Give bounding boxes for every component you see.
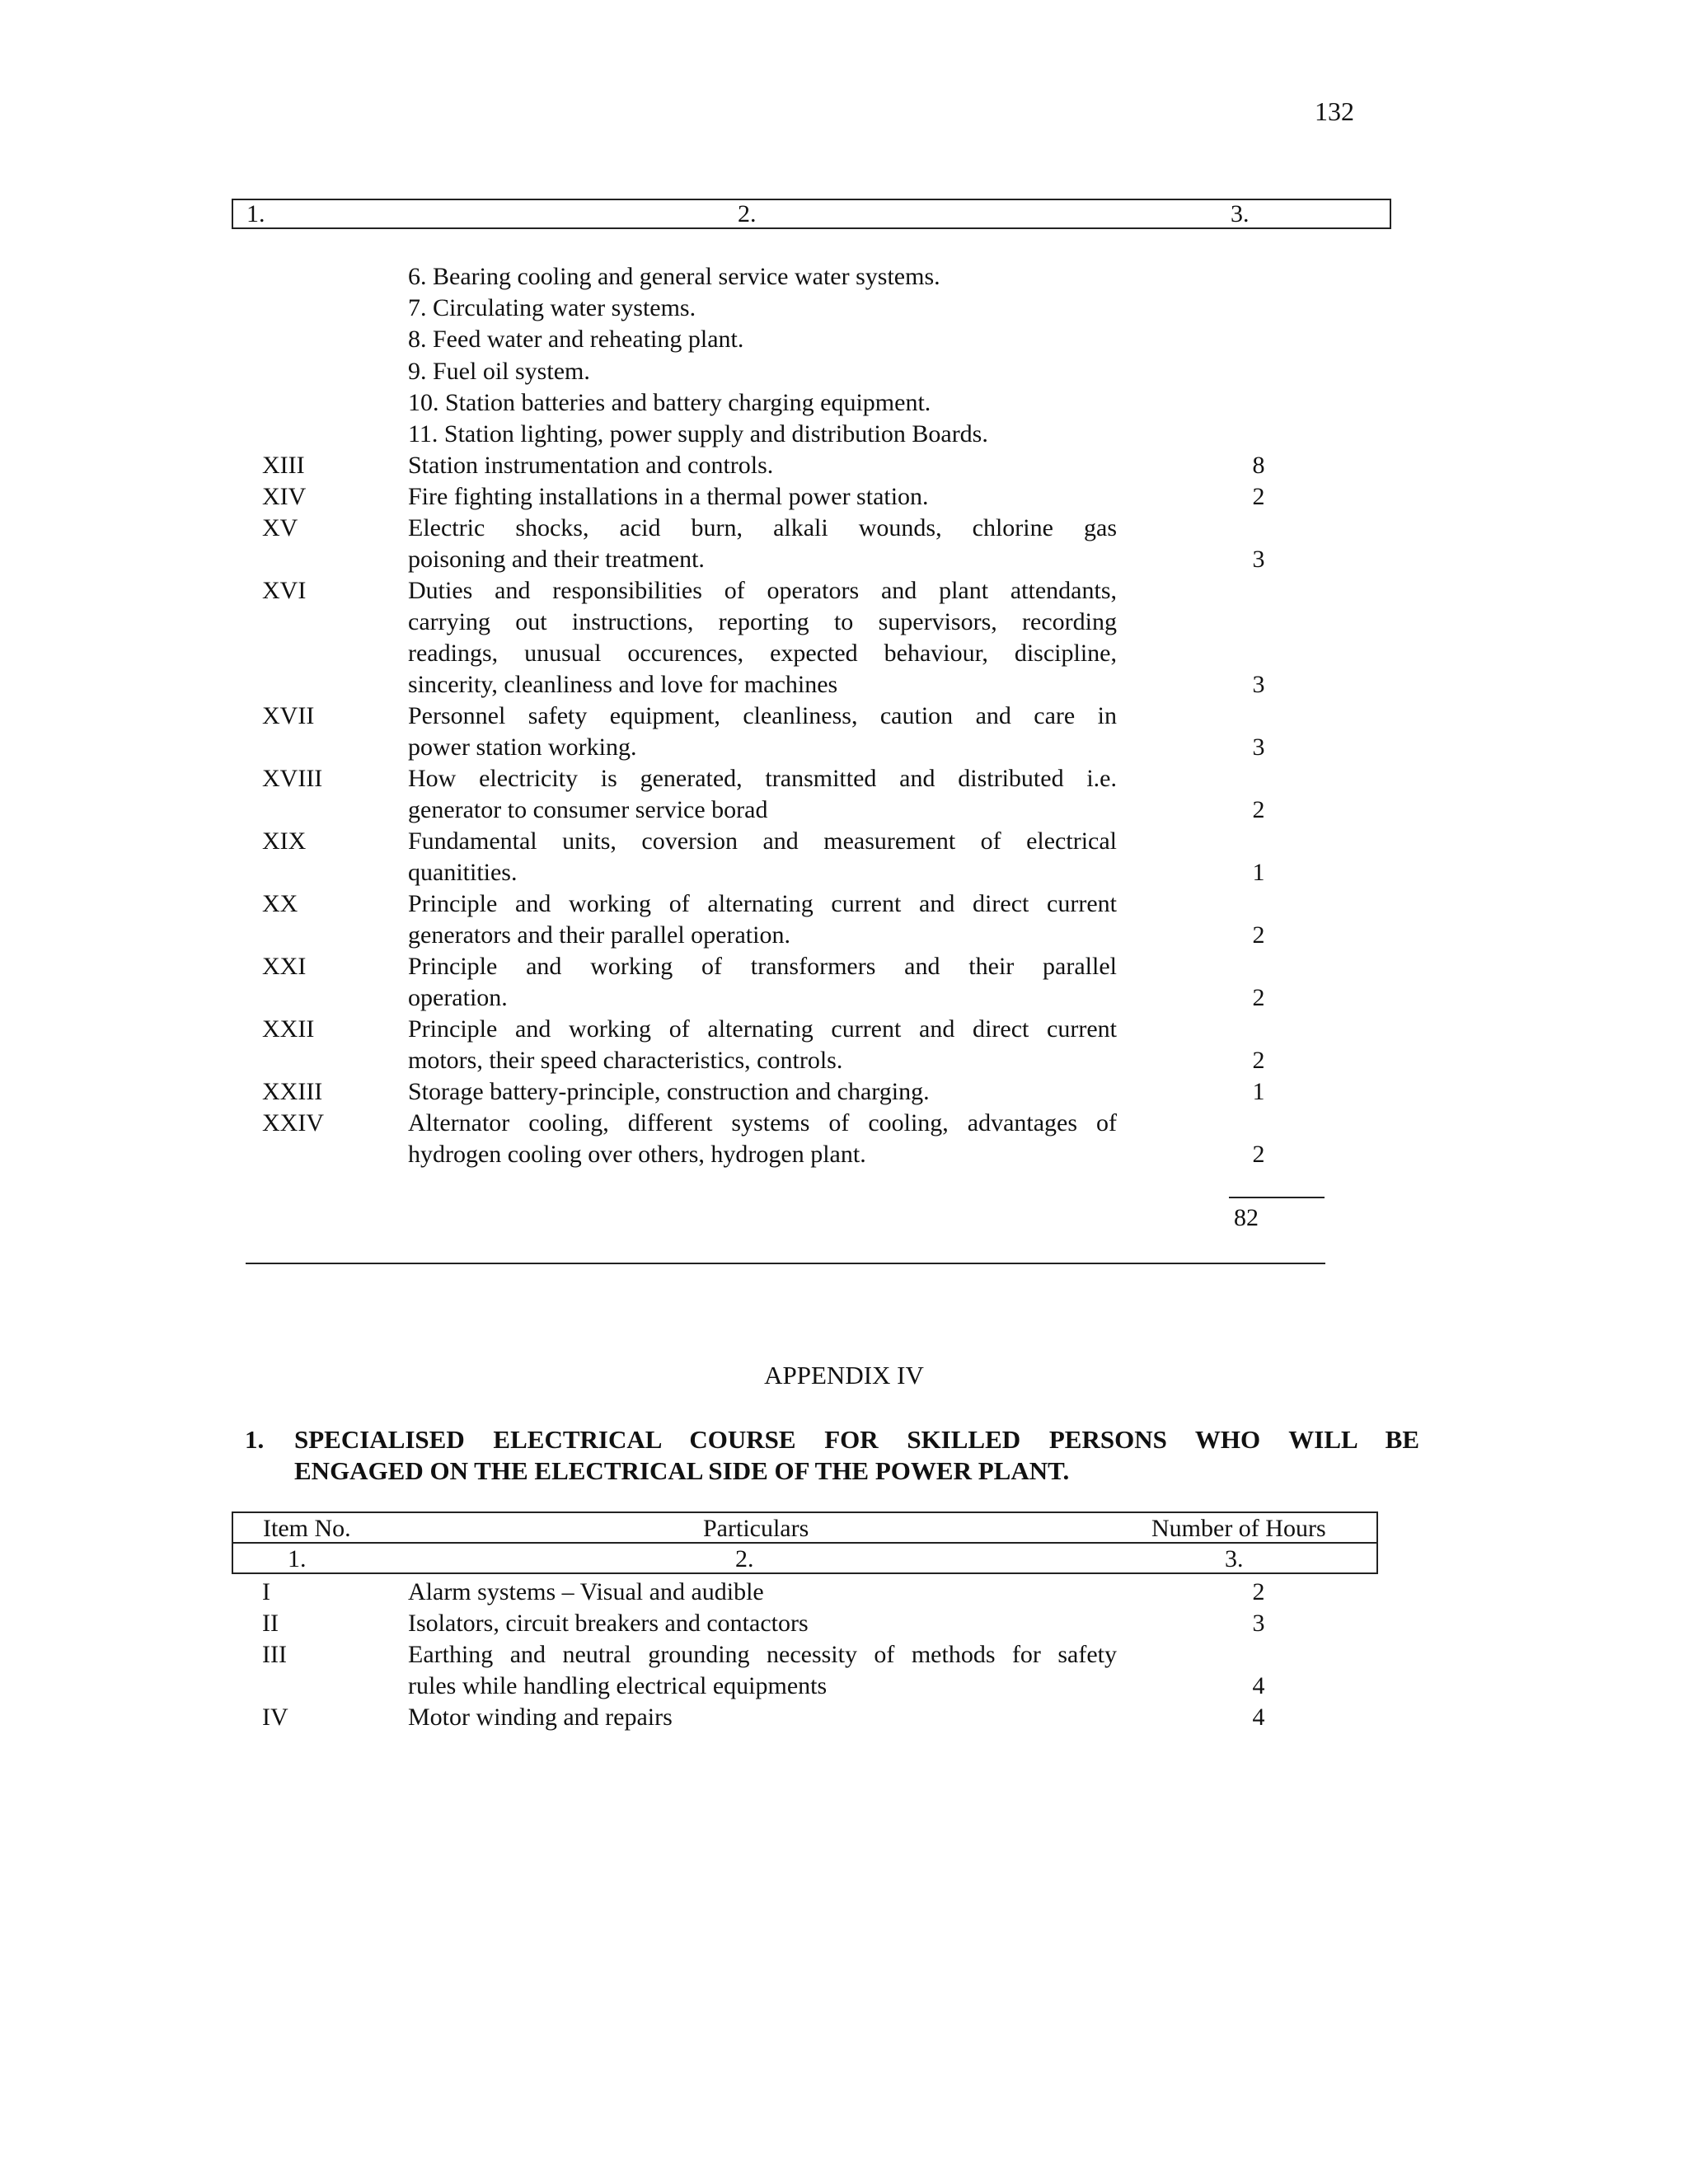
col-number-2: 2. xyxy=(735,1545,754,1572)
item-number: XIV xyxy=(262,483,307,510)
col-number-3: 3. xyxy=(1225,1545,1244,1572)
item-particulars: Principle and working of transformers and their parallel xyxy=(408,953,1117,980)
item-number: XIII xyxy=(262,452,305,479)
course-item-hours: 4 xyxy=(1252,1672,1265,1699)
item-hours: 1 xyxy=(1252,859,1265,886)
item-hours: 1 xyxy=(1252,1078,1265,1105)
item-particulars: How electricity is generated, transmitted and distributed i.e. xyxy=(408,765,1117,792)
item-hours: 2 xyxy=(1252,984,1265,1011)
item-hours: 2 xyxy=(1252,483,1265,510)
item-hours: 2 xyxy=(1252,796,1265,823)
item-particulars: quanitities. xyxy=(408,859,518,886)
item-particulars: Station instrumentation and controls. xyxy=(408,452,774,479)
course-item-number: I xyxy=(262,1578,270,1605)
course-table-header xyxy=(232,1511,1378,1544)
table-end-rule xyxy=(246,1263,1325,1264)
item-particulars: Fundamental units, coversion and measurement of electrical xyxy=(408,827,1117,855)
item-particulars: carrying out instructions, reporting to supervisors, recording xyxy=(408,608,1117,635)
sub-item: 7. Circulating water systems. xyxy=(408,294,696,321)
col-number-1: 1. xyxy=(288,1545,307,1572)
course-table-col-numbers xyxy=(232,1542,1378,1574)
course-item-hours: 3 xyxy=(1252,1610,1265,1637)
sub-item: 8. Feed water and reheating plant. xyxy=(408,326,744,353)
course-item-number: IV xyxy=(262,1704,288,1731)
item-particulars: Fire fighting installations in a thermal power station. xyxy=(408,483,929,510)
item-hours: 8 xyxy=(1252,452,1265,479)
item-number: XVII xyxy=(262,702,315,729)
section-heading-line2: ENGAGED ON THE ELECTRICAL SIDE OF THE POWER PLANT. xyxy=(294,1456,1070,1485)
sub-item: 6. Bearing cooling and general service water systems. xyxy=(408,263,940,290)
course-item-hours: 4 xyxy=(1252,1704,1265,1731)
item-particulars: Alternator cooling, different systems of cooling, advantages of xyxy=(408,1109,1117,1137)
item-particulars: readings, unusual occurences, expected behaviour, discipline, xyxy=(408,640,1117,667)
header-particulars: Particulars xyxy=(703,1515,809,1542)
item-hours: 3 xyxy=(1252,733,1265,761)
header-item-no: Item No. xyxy=(263,1515,351,1542)
page-number: 132 xyxy=(1315,96,1354,126)
item-hours: 2 xyxy=(1252,1047,1265,1074)
header-col2: 2. xyxy=(738,200,757,227)
item-particulars: motors, their speed characteristics, controls. xyxy=(408,1047,843,1074)
item-particulars: generators and their parallel operation. xyxy=(408,921,790,949)
item-hours: 2 xyxy=(1252,921,1265,949)
item-number: XX xyxy=(262,890,298,917)
item-particulars: Principle and working of alternating current and direct current xyxy=(408,1015,1117,1043)
item-number: XV xyxy=(262,514,298,541)
item-particulars: Electric shocks, acid burn, alkali wounds, chlorine gas xyxy=(408,514,1117,541)
item-number: XVI xyxy=(262,577,307,604)
item-particulars: power station working. xyxy=(408,733,637,761)
continued-table-header xyxy=(232,199,1391,229)
header-col3: 3. xyxy=(1231,200,1250,227)
section-number: 1. xyxy=(245,1425,265,1454)
sub-item: 11. Station lighting, power supply and distribution Boards. xyxy=(408,420,988,448)
course-item-number: II xyxy=(262,1610,279,1637)
item-particulars: generator to consumer service borad xyxy=(408,796,768,823)
item-particulars: sincerity, cleanliness and love for machines xyxy=(408,671,838,698)
course-item-particulars: Alarm systems – Visual and audible xyxy=(408,1578,764,1605)
section-heading-line1: SPECIALISED ELECTRICAL COURSE FOR SKILLED PERSONS WHO WILL BE xyxy=(294,1425,1419,1454)
item-number: XVIII xyxy=(262,765,323,792)
item-number: XIX xyxy=(262,827,307,855)
item-number: XXIV xyxy=(262,1109,324,1137)
course-item-number: III xyxy=(262,1641,287,1668)
item-hours: 3 xyxy=(1252,671,1265,698)
course-item-particulars: Isolators, circuit breakers and contactors xyxy=(408,1610,809,1637)
item-hours: 2 xyxy=(1252,1141,1265,1168)
item-number: XXII xyxy=(262,1015,315,1043)
item-particulars: Storage battery-principle, construction and charging. xyxy=(408,1078,930,1105)
item-particulars: Personnel safety equipment, cleanliness, caution and care in xyxy=(408,702,1117,729)
item-particulars: operation. xyxy=(408,984,508,1011)
sub-item: 10. Station batteries and battery charging equipment. xyxy=(408,389,931,416)
item-particulars: hydrogen cooling over others, hydrogen plant. xyxy=(408,1141,866,1168)
header-col1: 1. xyxy=(246,200,265,227)
course-item-particulars: Motor winding and repairs xyxy=(408,1704,673,1731)
item-particulars: Principle and working of alternating current and direct current xyxy=(408,890,1117,917)
total-rule xyxy=(1229,1197,1325,1198)
course-item-particulars: Earthing and neutral grounding necessity of methods for safety xyxy=(408,1641,1117,1668)
item-number: XXIII xyxy=(262,1078,323,1105)
item-particulars: Duties and responsibilities of operators and plant attendants, xyxy=(408,577,1117,604)
header-hours: Number of Hours xyxy=(1151,1515,1326,1542)
item-hours: 3 xyxy=(1252,546,1265,573)
item-number: XXI xyxy=(262,953,307,980)
course-item-hours: 2 xyxy=(1252,1578,1265,1605)
course-item-particulars: rules while handling electrical equipments xyxy=(408,1672,828,1699)
total-hours: 82 xyxy=(1234,1204,1259,1231)
appendix-title: APPENDIX IV xyxy=(764,1361,924,1390)
sub-item: 9. Fuel oil system. xyxy=(408,358,590,385)
item-particulars: poisoning and their treatment. xyxy=(408,546,705,573)
